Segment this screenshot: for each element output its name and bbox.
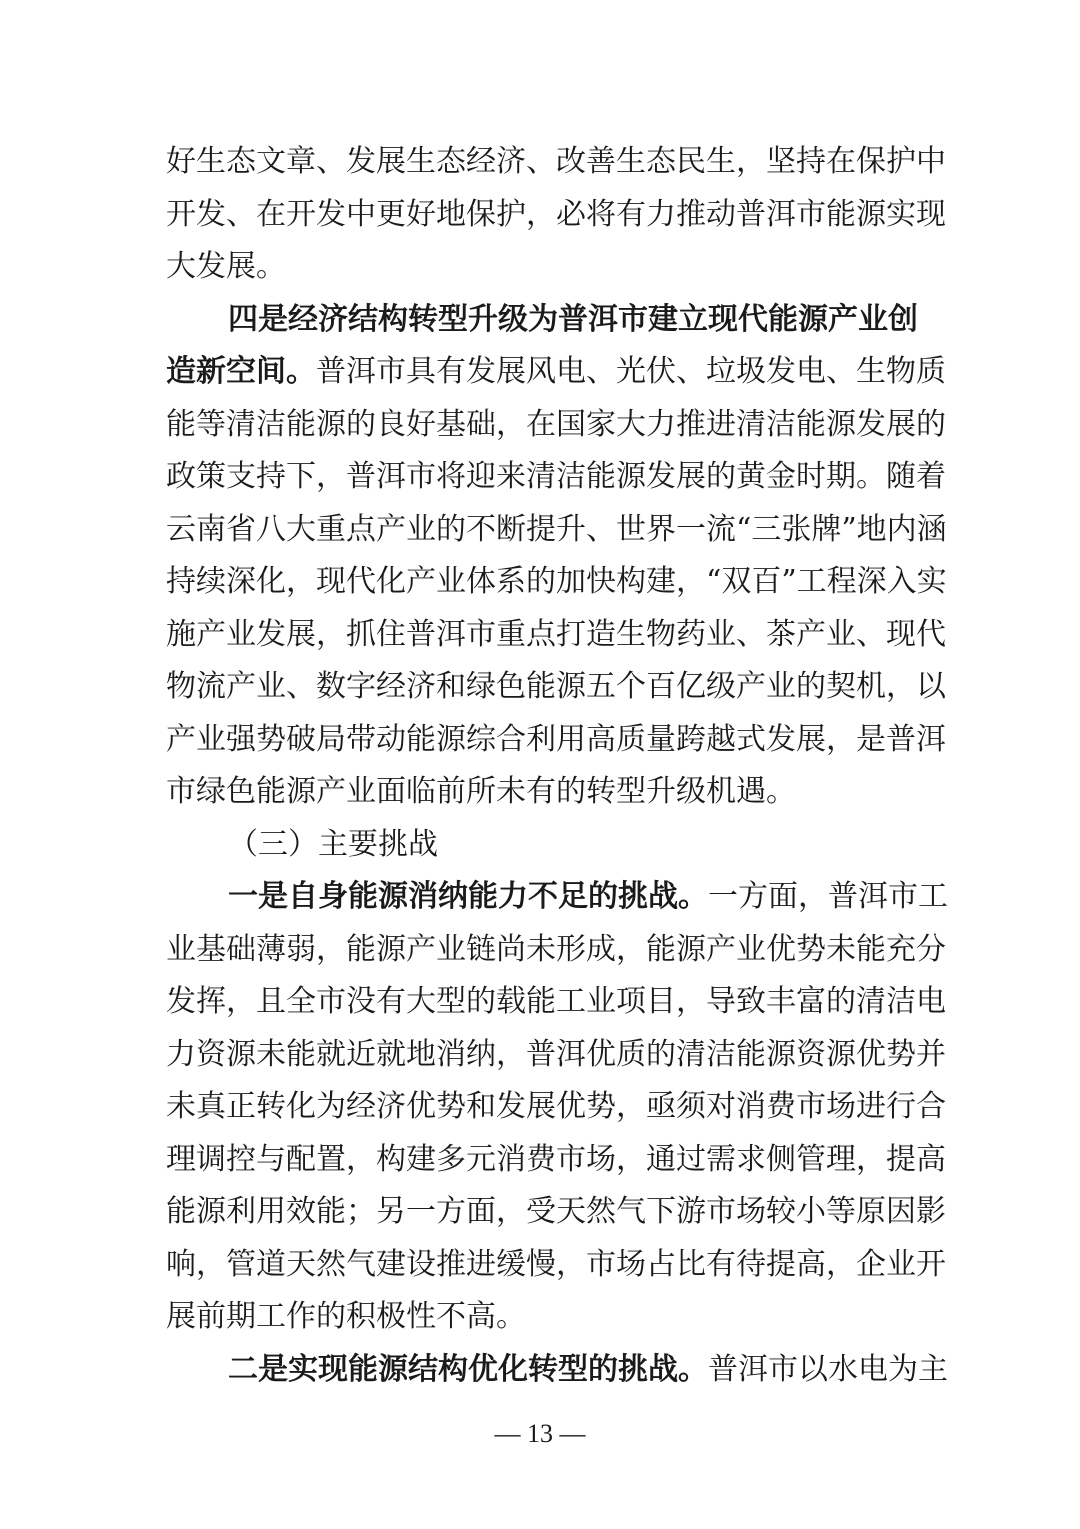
paragraph-line: 响，管道天然气建设推进缓慢，市场占比有待提高，企业开 — [166, 1247, 946, 1282]
paragraph-line: 好生态文章、发展生态经济、改善生态民生，坚持在保护中 — [166, 144, 946, 179]
paragraph-line: 能源利用效能；另一方面，受天然气下游市场较小等原因影 — [166, 1194, 946, 1229]
paragraph-line — [166, 352, 946, 392]
paragraph-text: 一方面，普洱市工 — [708, 879, 948, 914]
paragraph-line: 大发展。 — [166, 249, 286, 284]
paragraph-line: 发挥，且全市没有大型的载能工业项目，导致丰富的清洁电 — [166, 984, 946, 1019]
paragraph-line: 开发、在开发中更好地保护，必将有力推动普洱市能源实现 — [166, 197, 946, 232]
paragraph-line — [228, 877, 948, 917]
paragraph-line: 产业强势破局带动能源综合利用高质量跨越式发展，是普洱 — [166, 722, 946, 757]
paragraph-lead-bold: 造新空间。 — [166, 354, 316, 389]
paragraph-line: 施产业发展，抓住普洱市重点打造生物药业、茶产业、现代 — [166, 617, 946, 652]
paragraph-line: 力资源未能就近就地消纳，普洱优质的清洁能源资源优势并 — [166, 1037, 946, 1072]
paragraph-line: 物流产业、数字经济和绿色能源五个百亿级产业的契机，以 — [166, 669, 946, 704]
paragraph-line: 能等清洁能源的良好基础，在国家大力推进清洁能源发展的 — [166, 407, 946, 442]
page-number: — 13 — — [494, 1419, 586, 1448]
paragraph-line: 持续深化，现代化产业体系的加快构建，“双百”工程深入实 — [166, 564, 947, 599]
paragraph-line — [228, 1350, 948, 1390]
paragraph-line: 市绿色能源产业面临前所未有的转型升级机遇。 — [166, 774, 796, 809]
paragraph-lead-bold: 一是自身能源消纳能力不足的挑战。 — [228, 879, 708, 914]
paragraph-text: 普洱市具有发展风电、光伏、垃圾发电、生物质 — [316, 354, 946, 389]
paragraph-line: 政策支持下，普洱市将迎来清洁能源发展的黄金时期。随着 — [166, 459, 946, 494]
paragraph-lead-bold: 四是经济结构转型升级为普洱市建立现代能源产业创 — [228, 302, 918, 337]
paragraph-line: 云南省八大重点产业的不断提升、世界一流“三张牌”地内涵 — [166, 512, 947, 547]
paragraph-lead-bold: 二是实现能源结构优化转型的挑战。 — [228, 1352, 708, 1387]
paragraph-line: 理调控与配置，构建多元消费市场，通过需求侧管理，提高 — [166, 1142, 946, 1177]
paragraph-line: 业基础薄弱，能源产业链尚未形成，能源产业优势未能充分 — [166, 932, 946, 967]
paragraph-line: 展前期工作的积极性不高。 — [166, 1299, 526, 1334]
paragraph-text: 普洱市以水电为主 — [708, 1352, 948, 1387]
section-heading: （三）主要挑战 — [228, 827, 438, 862]
paragraph-line: 未真正转化为经济优势和发展优势，亟须对消费市场进行合 — [166, 1089, 946, 1124]
